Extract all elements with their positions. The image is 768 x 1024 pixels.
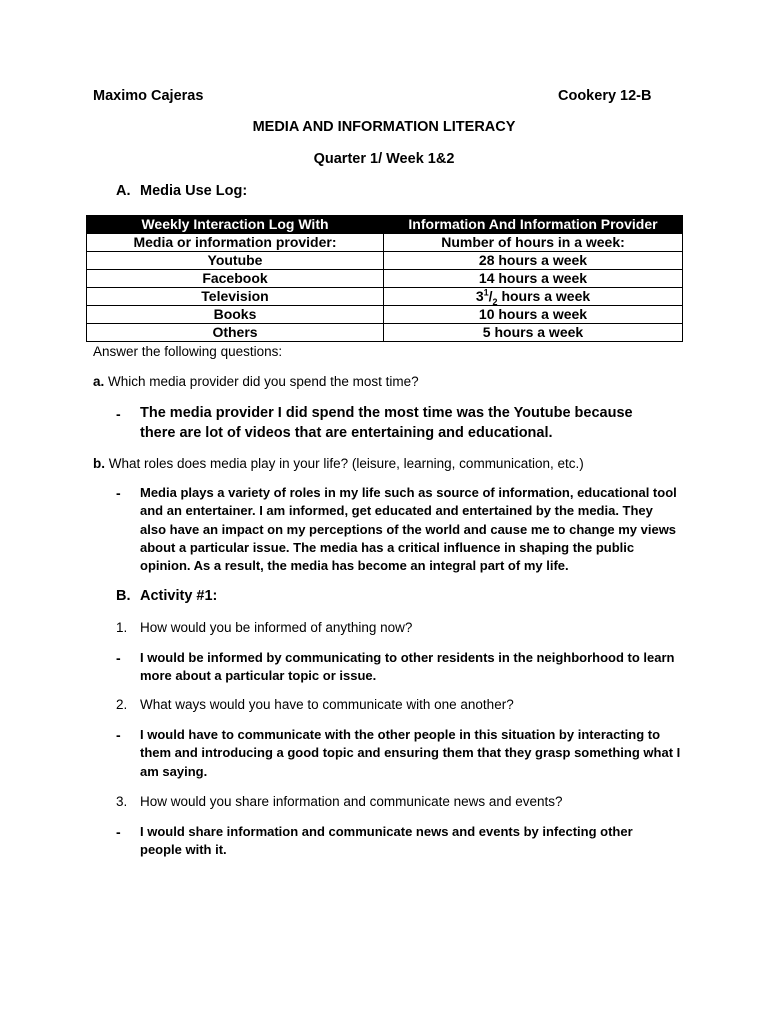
activity-answer: I would share information and communicate news and events by infecting other people with it. bbox=[140, 824, 633, 858]
activity-item-number: 1. bbox=[116, 620, 128, 635]
question-a-text: Which media provider did you spend the most time? bbox=[108, 374, 419, 389]
question-b-label: b. bbox=[93, 456, 105, 471]
activity-answer: I would be informed by communicating to other residents in the neighborhood to learn more about a particular topic or issue. bbox=[140, 650, 675, 684]
table-row bbox=[87, 288, 683, 306]
activity-question: What ways would you have to communicate with one another? bbox=[140, 697, 514, 712]
section-b-title: Activity #1: bbox=[140, 588, 218, 604]
hours-cell: 5 hours a week bbox=[384, 324, 683, 342]
table-row bbox=[87, 252, 683, 270]
section-a-title: Media Use Log: bbox=[140, 183, 248, 199]
instruction-text: Answer the following questions: bbox=[93, 344, 283, 359]
section-a-label: A. bbox=[116, 183, 131, 199]
table-column-row bbox=[87, 234, 683, 252]
table-row bbox=[87, 324, 683, 342]
student-name: Maximo Cajeras bbox=[93, 88, 204, 104]
activity-item-number: 3. bbox=[116, 794, 128, 809]
activity-answer: I would have to communicate with the other people in this situation by interacting to them and introducing a good topic and ensuring them that they grasp something what I am saying. bbox=[140, 727, 681, 779]
activity-item-number: 2. bbox=[116, 697, 128, 712]
provider-cell: Facebook bbox=[87, 270, 384, 288]
activity-answer-dash: - bbox=[116, 650, 121, 666]
media-use-log-table bbox=[86, 215, 683, 342]
column-hours: Number of hours in a week: bbox=[384, 234, 683, 252]
answer-b-dash: - bbox=[116, 485, 121, 501]
provider-cell: Others bbox=[87, 324, 384, 342]
question-b-text: What roles does media play in your life? (leisure, learning, communication, etc.) bbox=[108, 456, 584, 471]
table-header-right: Information And Information Provider bbox=[384, 216, 683, 234]
class-section: Cookery 12-B bbox=[558, 88, 652, 104]
question-b bbox=[93, 456, 584, 471]
hours-rest: hours a week bbox=[497, 288, 591, 304]
column-provider: Media or information provider: bbox=[87, 234, 384, 252]
hours-cell: $3^1/_2$ hours a week bbox=[384, 288, 683, 306]
hours-cell: 14 hours a week bbox=[384, 270, 683, 288]
activity-answer-dash: - bbox=[116, 727, 121, 743]
activity-question: How would you share information and communicate news and events? bbox=[140, 794, 563, 809]
table-header-left: Weekly Interaction Log With bbox=[87, 216, 384, 234]
section-b-label: B. bbox=[116, 588, 131, 604]
question-a-label: a. bbox=[93, 374, 105, 389]
table-row bbox=[87, 270, 683, 288]
table-row bbox=[87, 306, 683, 324]
answer-b: Media plays a variety of roles in my life such as source of information, educational tool and an entertainer. I am informed, get educated and entertained by the media. They also have an impact on my perceptions of the world and cause me to change my views about a particular issue. The media has a critical influence in shaping the public opinion. As a result, the media has become an integral part of my life. bbox=[140, 485, 677, 574]
provider-cell: Television bbox=[87, 288, 384, 306]
hours-denominator: 2 bbox=[492, 296, 498, 307]
table-header-row bbox=[87, 216, 683, 234]
document-title: MEDIA AND INFORMATION LITERACY bbox=[252, 119, 516, 135]
provider-cell: Youtube bbox=[87, 252, 384, 270]
hours-numerator: 1 bbox=[483, 287, 489, 298]
hours-whole: 3 bbox=[475, 288, 484, 304]
hours-cell: 10 hours a week bbox=[384, 306, 683, 324]
activity-question: How would you be informed of anything now? bbox=[140, 620, 413, 635]
answer-a: The media provider I did spend the most time was the Youtube because there are lot of videos that are entertaining and educational. bbox=[140, 405, 633, 441]
activity-answer-dash: - bbox=[116, 824, 121, 840]
question-a bbox=[93, 374, 419, 389]
answer-a-dash: - bbox=[116, 406, 121, 422]
hours-cell: 28 hours a week bbox=[384, 252, 683, 270]
document-subtitle: Quarter 1/ Week 1&2 bbox=[313, 151, 455, 167]
provider-cell: Books bbox=[87, 306, 384, 324]
